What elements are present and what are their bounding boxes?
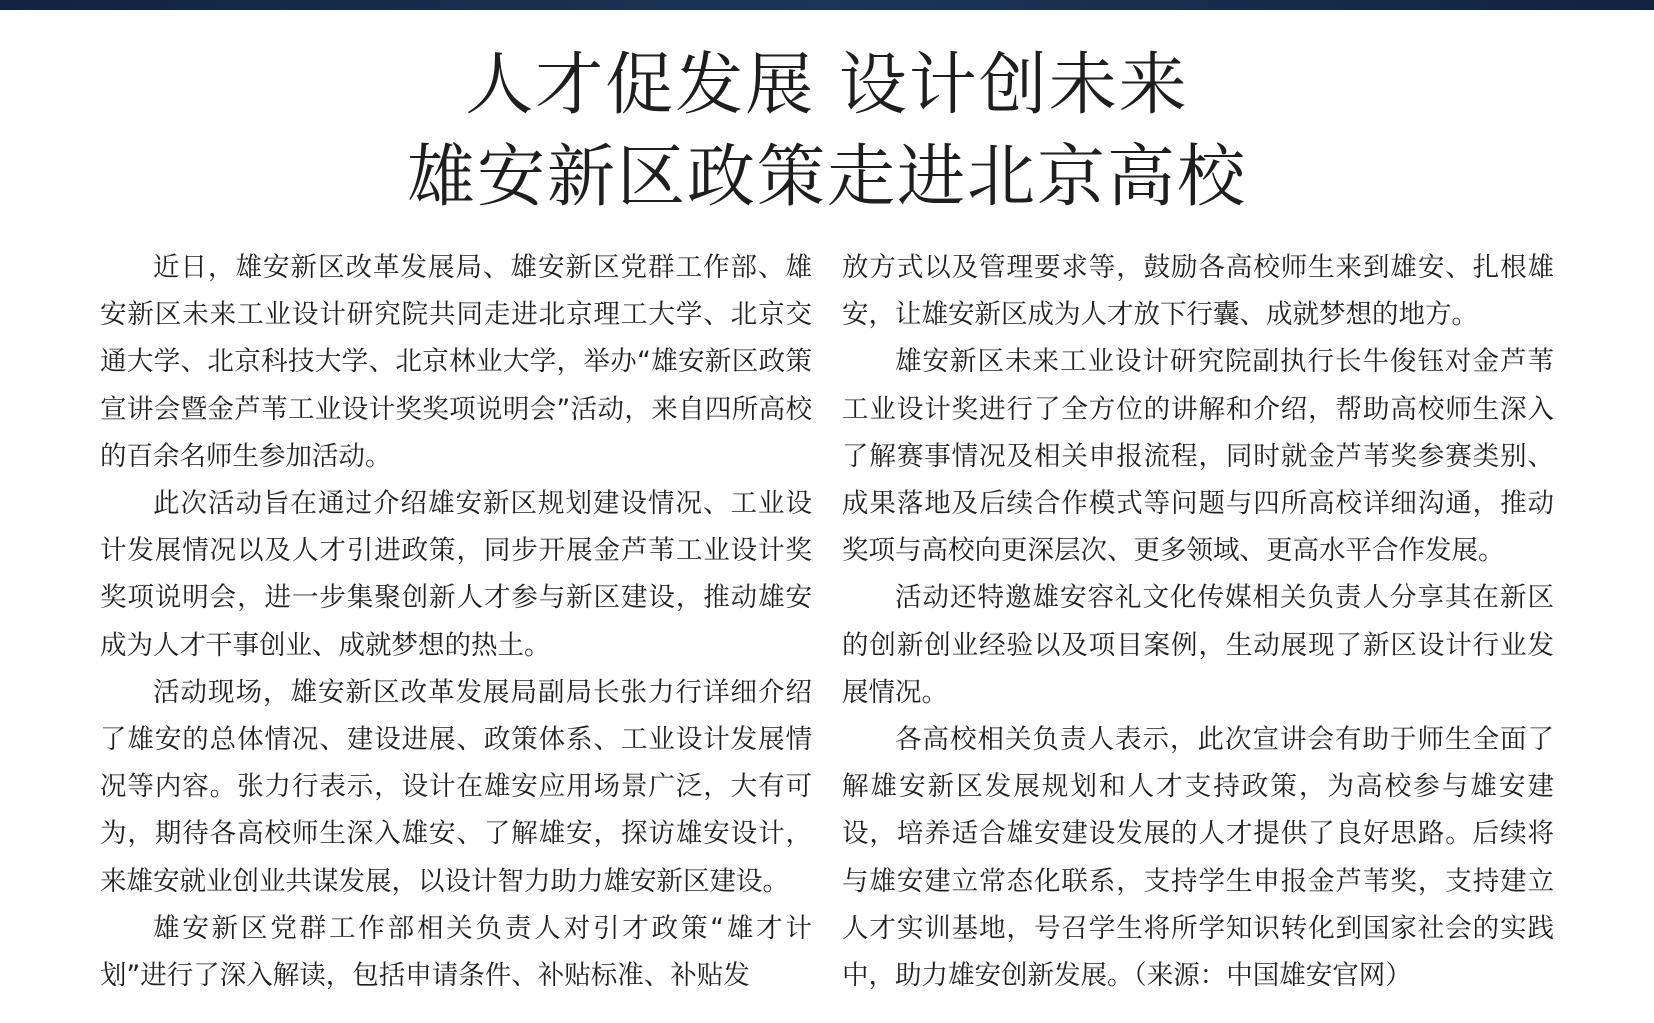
left-column [100,244,812,999]
paragraph: 此次活动旨在通过介绍雄安新区规划建设情况、工业设计发展情况以及人才引进政策，同步开展金芦苇工业设计奖奖项说明会，进一步集聚创新人才参与新区建设，推动雄安成为人才干事创业、成就梦想的热土。 [100,488,812,661]
paragraph: 各高校相关负责人表示，此次宣讲会有助于师生全面了解雄安新区发展规划和人才支持政策，为高校参与雄安建设，培养适合雄安建设发展的人才提供了良好思路。后续将与雄安建立常态化联系，支持学生申报金芦苇奖，支持建立人才实训基地，号召学生将所学知识转化到国家社会的实践中，助力雄安创新发展。（来源：中国雄安官网） [842,724,1554,992]
paragraph: 雄安新区未来工业设计研究院副执行长牛俊钰对金芦苇工业设计奖进行了全方位的讲解和介绍，帮助高校师生深入了解赛事情况及相关申报流程，同时就金芦苇奖参赛类别、成果落地及后续合作模式等问题与四所高校详细沟通，推动奖项与高校向更深层次、更多领域、更高水平合作发展。 [842,346,1554,567]
paragraph: 活动现场，雄安新区改革发展局副局长张力行详细介绍了雄安的总体情况、建设进展、政策体系、工业设计发展情况等内容。张力行表示，设计在雄安应用场景广泛，大有可为，期待各高校师生深入雄安、了解雄安，探访雄安设计，来雄安就业创业共谋发展，以设计智力助力雄安新区建设。 [100,676,812,897]
paragraph-continuation: 放方式以及管理要求等，鼓励各高校师生来到雄安、扎根雄安，让雄安新区成为人才放下行囊、成就梦想的地方。 [842,252,1554,331]
top-decorative-band [0,0,1654,10]
title-line-1: 人才促发展 设计创未来 [465,46,1189,125]
article-title [0,40,1654,224]
right-column [842,244,1554,999]
paragraph: 活动还特邀雄安容礼文化传媒相关负责人分享其在新区的创新创业经验以及项目案例，生动展现了新区设计行业发展情况。 [842,582,1554,708]
paragraph: 雄安新区党群工作部相关负责人对引才政策“雄才计划”进行了深入解读，包括申请条件、补贴标准、补贴发 [100,912,812,992]
title-line-2: 雄安新区政策走进北京高校 [406,138,1247,217]
paragraph: 近日，雄安新区改革发展局、雄安新区党群工作部、雄安新区未来工业设计研究院共同走进北京理工大学、北京交通大学、北京科技大学、北京林业大学，举办“雄安新区政策宣讲会暨金芦苇工业设计奖奖项说明会”活动，来自四所高校的百余名师生参加活动。 [100,252,812,472]
